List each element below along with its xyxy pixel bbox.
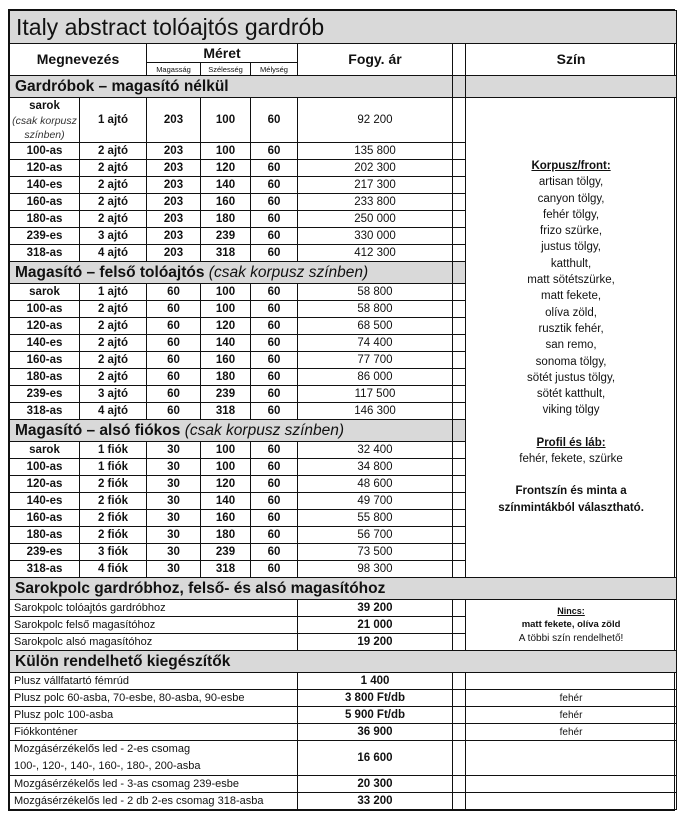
- price-value: 202 300: [298, 160, 453, 177]
- gap-cell: [453, 493, 466, 510]
- item-name-text: 120-as: [26, 319, 63, 332]
- gap-cell: [453, 335, 466, 352]
- section-title-text: Magasító – alsó fiókos: [15, 422, 181, 439]
- door-count: 1 ajtó: [80, 98, 147, 143]
- gap-cell: [453, 160, 466, 177]
- section-header: [10, 651, 677, 673]
- header-name: Megnevezés: [10, 44, 147, 76]
- width-value: 180: [201, 527, 251, 544]
- depth-value: 60: [251, 301, 298, 318]
- item-name: [10, 403, 80, 420]
- item-name: [10, 352, 80, 369]
- price-value: 48 600: [298, 476, 453, 493]
- gap-cell: [453, 143, 466, 160]
- color-value: [466, 793, 677, 810]
- gap-cell: [453, 600, 466, 617]
- price-value: 146 300: [298, 403, 453, 420]
- price-value: 92 200: [298, 98, 453, 143]
- item-name: [10, 459, 80, 476]
- price-value: 233 800: [298, 194, 453, 211]
- door-count: 2 fiók: [80, 493, 147, 510]
- table-row: [10, 741, 677, 776]
- depth-value: 60: [251, 318, 298, 335]
- gap-cell: [453, 98, 466, 143]
- color-value: [466, 776, 677, 793]
- gap-cell: [453, 177, 466, 194]
- height-value: 30: [147, 561, 201, 578]
- item-name: [10, 493, 80, 510]
- item-name: [10, 544, 80, 561]
- item-name: [10, 228, 80, 245]
- price-value: 39 200: [298, 600, 453, 617]
- gap-cell: [453, 318, 466, 335]
- depth-value: 60: [251, 527, 298, 544]
- gap-cell: [453, 245, 466, 262]
- table-row: [10, 793, 677, 810]
- price-value: 3 800 Ft/db: [298, 690, 453, 707]
- gap-cell: [453, 301, 466, 318]
- item-name-text: 318-as: [26, 562, 63, 575]
- color-option: matt sötétszürke,: [527, 274, 615, 287]
- price-value: 98 300: [298, 561, 453, 578]
- item-name-text: 140-es: [26, 178, 63, 191]
- width-value: 318: [201, 561, 251, 578]
- depth-value: 60: [251, 459, 298, 476]
- width-value: 140: [201, 177, 251, 194]
- door-count: 1 ajtó: [80, 284, 147, 301]
- gap-cell: [453, 544, 466, 561]
- gap-cell: [453, 510, 466, 527]
- width-value: 100: [201, 284, 251, 301]
- gap-cell: [453, 403, 466, 420]
- height-value: 30: [147, 459, 201, 476]
- height-value: 60: [147, 301, 201, 318]
- price-value: 21 000: [298, 617, 453, 634]
- header-height: Magasság: [147, 63, 201, 76]
- door-count: 2 ajtó: [80, 177, 147, 194]
- depth-value: 60: [251, 177, 298, 194]
- colors-heading: Korpusz/front:: [531, 160, 611, 172]
- gap-cell: [453, 442, 466, 459]
- color-option: viking tölgy: [542, 404, 600, 417]
- item-name-text: 140-es: [26, 336, 63, 349]
- door-count: 2 ajtó: [80, 194, 147, 211]
- width-value: 180: [201, 211, 251, 228]
- section-title: [10, 76, 453, 98]
- gap-cell: [453, 673, 466, 690]
- color-option: san remo,: [545, 339, 597, 352]
- depth-value: 60: [251, 98, 298, 143]
- item-name: [10, 335, 80, 352]
- door-count: 2 fiók: [80, 476, 147, 493]
- door-count: 3 ajtó: [80, 228, 147, 245]
- height-value: 203: [147, 211, 201, 228]
- door-count: 2 ajtó: [80, 335, 147, 352]
- item-name-text: Mozgásérzékelős led - 2-es csomag: [14, 743, 191, 755]
- price-value: 330 000: [298, 228, 453, 245]
- gap-cell: [453, 262, 466, 284]
- item-name-text: 180-as: [26, 528, 63, 541]
- width-value: 160: [201, 194, 251, 211]
- missing-colors: matt fekete, olíva zöld: [521, 619, 621, 630]
- item-name-text: 160-as: [26, 353, 63, 366]
- width-value: 239: [201, 544, 251, 561]
- section-title: [10, 262, 453, 284]
- item-name: [10, 245, 80, 262]
- width-value: 160: [201, 352, 251, 369]
- gap-cell: [453, 420, 466, 442]
- gap-cell: [453, 561, 466, 578]
- item-name-text: Fiókkonténer: [14, 725, 78, 738]
- gap-cell: [453, 776, 466, 793]
- price-value: 49 700: [298, 493, 453, 510]
- item-name-detail: 100-, 120-, 140-, 160-, 180-, 200-asba: [14, 760, 201, 772]
- height-value: 60: [147, 369, 201, 386]
- gap-cell: [453, 741, 466, 776]
- front-note: Frontszín és minta a színmintákból választható.: [498, 485, 644, 514]
- color-options-panel: [466, 98, 677, 578]
- door-count: 1 fiók: [80, 459, 147, 476]
- depth-value: 60: [251, 561, 298, 578]
- item-name-text: Mozgásérzékelős led - 3-as csomag 239-esbe: [14, 777, 240, 790]
- item-name-text: 239-es: [26, 229, 63, 242]
- height-value: 60: [147, 352, 201, 369]
- table-row: [10, 673, 677, 690]
- width-value: 100: [201, 442, 251, 459]
- depth-value: 60: [251, 160, 298, 177]
- item-name-text: sarok: [29, 285, 60, 298]
- door-count: 2 fiók: [80, 510, 147, 527]
- color-option: fehér tölgy,: [543, 208, 600, 221]
- price-value: 58 800: [298, 284, 453, 301]
- price-value: 74 400: [298, 335, 453, 352]
- price-value: 250 000: [298, 211, 453, 228]
- price-value: 36 900: [298, 724, 453, 741]
- color-option: olíva zöld,: [545, 306, 597, 319]
- height-value: 30: [147, 476, 201, 493]
- gap-cell: [453, 459, 466, 476]
- depth-value: 60: [251, 442, 298, 459]
- gap-cell: [453, 284, 466, 301]
- corner-shelf-color-note: [466, 600, 677, 651]
- depth-value: 60: [251, 352, 298, 369]
- gap-cell: [453, 724, 466, 741]
- color-header-band: [466, 76, 677, 98]
- profile-heading: Profil és láb:: [536, 436, 606, 449]
- price-value: 5 900 Ft/db: [298, 707, 453, 724]
- header-gap: [453, 44, 466, 76]
- color-option: justus tölgy,: [541, 241, 601, 254]
- color-option: katthult,: [550, 257, 592, 270]
- depth-value: 60: [251, 493, 298, 510]
- header-size: Méret: [147, 44, 298, 63]
- door-count: 2 fiók: [80, 527, 147, 544]
- door-count: 4 fiók: [80, 561, 147, 578]
- item-name: [10, 301, 80, 318]
- width-value: 100: [201, 143, 251, 160]
- door-count: 4 ajtó: [80, 245, 147, 262]
- item-name: Sarokpolc felső magasítóhoz: [10, 617, 298, 634]
- price-table: [9, 10, 677, 810]
- height-value: 60: [147, 284, 201, 301]
- depth-value: 60: [251, 386, 298, 403]
- price-value: 55 800: [298, 510, 453, 527]
- width-value: 120: [201, 160, 251, 177]
- item-name-text: 160-as: [26, 195, 63, 208]
- section-note: (csak korpusz színben): [208, 264, 369, 281]
- color-option: sötét katthult,: [536, 388, 606, 401]
- item-name-text: Plusz polc 100-asba: [14, 708, 114, 721]
- door-count: 3 ajtó: [80, 386, 147, 403]
- depth-value: 60: [251, 335, 298, 352]
- item-name-text: 180-as: [26, 212, 63, 225]
- gap-cell: [453, 386, 466, 403]
- price-value: 34 800: [298, 459, 453, 476]
- door-count: 2 ajtó: [80, 318, 147, 335]
- width-value: 318: [201, 403, 251, 420]
- color-option: sötét justus tölgy,: [527, 371, 616, 384]
- item-name: [10, 211, 80, 228]
- item-name-text: 120-as: [26, 477, 63, 490]
- height-value: 203: [147, 194, 201, 211]
- width-value: 120: [201, 476, 251, 493]
- color-option: rusztik fehér,: [538, 322, 604, 335]
- gap-cell: [453, 228, 466, 245]
- door-count: 4 ajtó: [80, 403, 147, 420]
- gap-cell: [453, 476, 466, 493]
- height-value: 30: [147, 493, 201, 510]
- item-name-text: 100-as: [26, 302, 63, 315]
- section-header: [10, 578, 677, 600]
- height-value: 203: [147, 228, 201, 245]
- color-option: sonoma tölgy,: [535, 355, 607, 368]
- height-value: 30: [147, 442, 201, 459]
- price-value: 73 500: [298, 544, 453, 561]
- item-name: [10, 741, 298, 776]
- item-name: [10, 707, 298, 724]
- item-name: [10, 160, 80, 177]
- color-value: fehér: [466, 724, 677, 741]
- table-row: [10, 98, 677, 143]
- table-row: [10, 776, 677, 793]
- width-value: 100: [201, 459, 251, 476]
- gap-cell: [453, 793, 466, 810]
- width-value: 160: [201, 510, 251, 527]
- item-name-text: 318-as: [26, 404, 63, 417]
- depth-value: 60: [251, 403, 298, 420]
- height-value: 30: [147, 527, 201, 544]
- width-value: 140: [201, 335, 251, 352]
- item-name: [10, 673, 298, 690]
- item-name-text: 239-es: [26, 545, 63, 558]
- depth-value: 60: [251, 369, 298, 386]
- height-value: 203: [147, 143, 201, 160]
- door-count: 2 ajtó: [80, 369, 147, 386]
- header-price: Fogy. ár: [298, 44, 453, 76]
- depth-value: 60: [251, 245, 298, 262]
- width-value: 180: [201, 369, 251, 386]
- item-name-text: Mozgásérzékelős led - 2 db 2-es csomag 318-asba: [14, 794, 264, 807]
- item-name: [10, 510, 80, 527]
- page-title: Italy abstract tolóajtós gardrób: [10, 11, 677, 44]
- color-option: canyon tölgy,: [537, 192, 605, 205]
- section-title: Külön rendelhető kiegészítők: [10, 651, 677, 673]
- section-title-text: Gardróbok – magasító nélkül: [15, 78, 229, 95]
- width-value: 318: [201, 245, 251, 262]
- width-value: 100: [201, 301, 251, 318]
- height-value: 203: [147, 98, 201, 143]
- item-name-text: sarok: [29, 443, 60, 456]
- depth-value: 60: [251, 476, 298, 493]
- width-value: 239: [201, 386, 251, 403]
- door-count: 2 ajtó: [80, 352, 147, 369]
- item-name: [10, 776, 298, 793]
- color-option: frizo szürke,: [540, 225, 603, 238]
- price-value: 20 300: [298, 776, 453, 793]
- door-count: 2 ajtó: [80, 143, 147, 160]
- height-value: 60: [147, 335, 201, 352]
- width-value: 120: [201, 318, 251, 335]
- price-value: 19 200: [298, 634, 453, 651]
- gap-cell: [453, 76, 466, 98]
- depth-value: 60: [251, 284, 298, 301]
- section-title-text: Magasító – felső tolóajtós: [15, 264, 205, 281]
- item-name-note: (csak korpusz színben): [12, 114, 77, 141]
- section-note: (csak korpusz színben): [184, 422, 345, 439]
- item-name: [10, 98, 80, 143]
- section-title: Sarokpolc gardróbhoz, felső- és alsó magasítóhoz: [10, 578, 677, 600]
- header-width: Szélesség: [201, 63, 251, 76]
- header-depth: Mélység: [251, 63, 298, 76]
- door-count: 1 fiók: [80, 442, 147, 459]
- price-value: 117 500: [298, 386, 453, 403]
- gap-cell: [453, 527, 466, 544]
- available-note: A többi szín rendelhető!: [518, 633, 624, 644]
- item-name: [10, 690, 298, 707]
- table-row: [10, 724, 677, 741]
- depth-value: 60: [251, 544, 298, 561]
- color-value: [466, 741, 677, 776]
- door-count: 2 ajtó: [80, 211, 147, 228]
- depth-value: 60: [251, 194, 298, 211]
- item-name: Sarokpolc alsó magasítóhoz: [10, 634, 298, 651]
- item-name-text: 100-as: [26, 460, 63, 473]
- item-name-text: Plusz polc 60-asba, 70-esbe, 80-asba, 90-esbe: [14, 691, 245, 704]
- item-name-text: 100-as: [26, 144, 63, 157]
- item-name-text: sarok: [29, 99, 60, 112]
- depth-value: 60: [251, 510, 298, 527]
- door-count: 2 ajtó: [80, 301, 147, 318]
- item-name: [10, 793, 298, 810]
- height-value: 203: [147, 160, 201, 177]
- gap-cell: [453, 634, 466, 651]
- item-name-text: 239-es: [26, 387, 63, 400]
- height-value: 203: [147, 245, 201, 262]
- table-row: [10, 707, 677, 724]
- gap-cell: [453, 352, 466, 369]
- item-name-text: 180-as: [26, 370, 63, 383]
- color-value: [466, 673, 677, 690]
- door-count: 3 fiók: [80, 544, 147, 561]
- price-value: 217 300: [298, 177, 453, 194]
- item-name: [10, 476, 80, 493]
- height-value: 60: [147, 318, 201, 335]
- gap-cell: [453, 211, 466, 228]
- height-value: 30: [147, 510, 201, 527]
- price-value: 77 700: [298, 352, 453, 369]
- depth-value: 60: [251, 211, 298, 228]
- item-name-text: 140-es: [26, 494, 63, 507]
- price-value: 1 400: [298, 673, 453, 690]
- price-value: 412 300: [298, 245, 453, 262]
- item-name: [10, 561, 80, 578]
- item-name: [10, 369, 80, 386]
- price-value: 32 400: [298, 442, 453, 459]
- profile-colors: fehér, fekete, szürke: [519, 453, 623, 466]
- gap-cell: [453, 690, 466, 707]
- item-name: [10, 143, 80, 160]
- item-name-text: 318-as: [26, 246, 63, 259]
- height-value: 60: [147, 386, 201, 403]
- depth-value: 60: [251, 143, 298, 160]
- width-value: 100: [201, 98, 251, 143]
- item-name: [10, 194, 80, 211]
- header-color: Szín: [466, 44, 677, 76]
- item-name: [10, 724, 298, 741]
- price-value: 16 600: [298, 741, 453, 776]
- color-option: matt fekete,: [541, 290, 602, 303]
- depth-value: 60: [251, 228, 298, 245]
- item-name: Sarokpolc tolóajtós gardróbhoz: [10, 600, 298, 617]
- door-count: 2 ajtó: [80, 160, 147, 177]
- width-value: 239: [201, 228, 251, 245]
- item-name-text: 120-as: [26, 161, 63, 174]
- item-name-text: 160-as: [26, 511, 63, 524]
- section-header: [10, 76, 677, 98]
- gap-cell: [453, 617, 466, 634]
- color-option: artisan tölgy,: [538, 176, 604, 189]
- item-name-text: Plusz vállfatartó fémrúd: [14, 674, 129, 687]
- height-value: 60: [147, 403, 201, 420]
- item-name: [10, 177, 80, 194]
- width-value: 140: [201, 493, 251, 510]
- height-value: 203: [147, 177, 201, 194]
- item-name: [10, 318, 80, 335]
- price-sheet: [8, 9, 675, 811]
- price-value: 86 000: [298, 369, 453, 386]
- item-name: [10, 386, 80, 403]
- color-value: fehér: [466, 690, 677, 707]
- height-value: 30: [147, 544, 201, 561]
- table-row: [10, 690, 677, 707]
- price-value: 68 500: [298, 318, 453, 335]
- table-row: [10, 600, 677, 617]
- item-name: [10, 442, 80, 459]
- price-value: 58 800: [298, 301, 453, 318]
- gap-cell: [453, 707, 466, 724]
- color-value: fehér: [466, 707, 677, 724]
- gap-cell: [453, 194, 466, 211]
- item-name: [10, 527, 80, 544]
- price-value: 56 700: [298, 527, 453, 544]
- item-name: [10, 284, 80, 301]
- section-title: [10, 420, 453, 442]
- note-heading: Nincs:: [557, 606, 585, 616]
- price-value: 33 200: [298, 793, 453, 810]
- gap-cell: [453, 369, 466, 386]
- price-value: 135 800: [298, 143, 453, 160]
